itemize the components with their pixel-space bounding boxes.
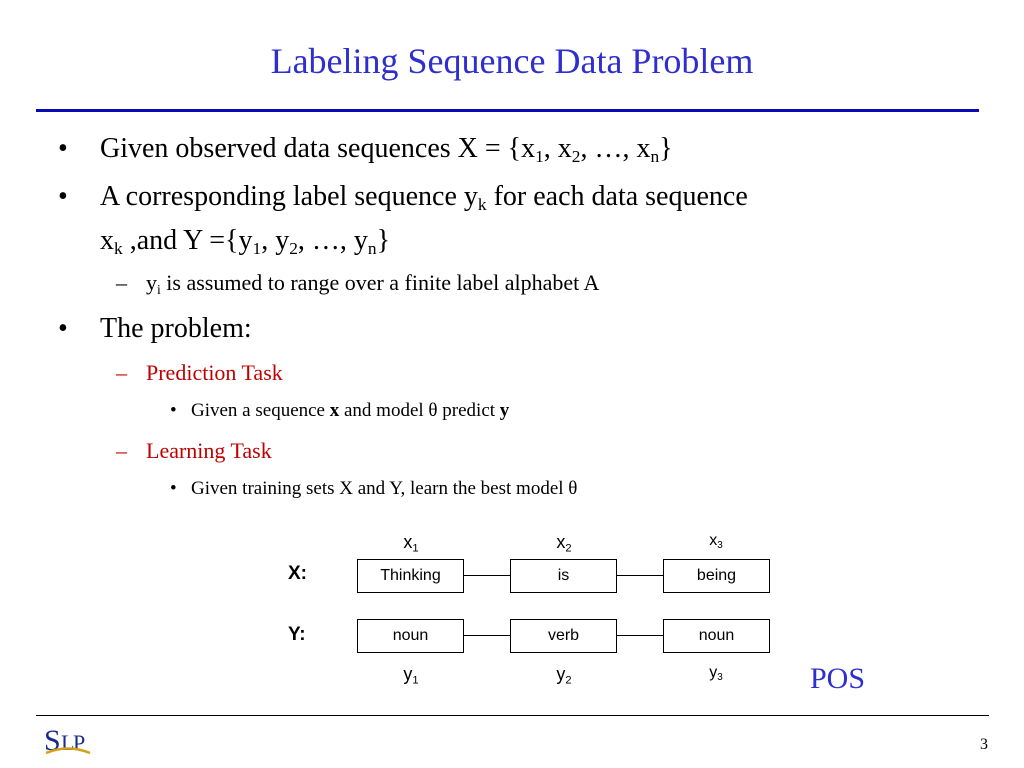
prediction-detail: Given a sequence x and model θ predict y [191,400,510,421]
bullet-dot: • [58,313,68,344]
x-word-box-2: is [510,559,617,593]
small-bullet-dot: • [170,478,177,499]
bullet-problem: The problem: [100,313,252,344]
slp-logo [42,720,94,760]
bullet-label-sequence: A corresponding label sequence $y_k$ for each data sequence [100,181,748,215]
title-divider [36,109,979,112]
svg-text:P: P [73,730,86,755]
row-label-y: Y: [288,624,306,645]
svg-text:S: S [44,724,61,757]
prediction-task-label: Prediction Task [146,360,283,385]
bullet-dot: • [58,133,68,164]
y-tag-box-2: verb [510,619,617,653]
y-tag-box-3: noun [663,619,770,653]
y-index-1: $y_1$ [403,664,419,687]
row-label-x: X: [288,563,307,584]
bullet-dot: • [58,181,68,212]
dash-marker: – [116,360,127,385]
x-word-box-3: being [663,559,770,593]
pos-label: POS [810,662,866,695]
bullet-label-sequence-cont: $x_k$ ,and $Y =\{y_1$, $y_2$, …, $y_n$} [100,225,391,259]
slide-title: Labeling Sequence Data Problem [270,41,754,81]
y-connector-2 [617,635,663,636]
sub-bullet-alphabet: $y_i$ is assumed to range over a finite label alphabet A [146,270,600,298]
x-connector-1 [464,575,510,576]
y-index-3: $y_3$ [709,664,723,683]
x-index-2: $x_2$ [556,532,572,555]
x-index-3: $x_3$ [709,532,723,551]
dash-marker: – [116,270,127,295]
page-number: 3 [980,736,988,753]
small-bullet-dot: • [170,400,177,421]
bullet-observed-data: Given observed data sequences $X = \{x_1$, $x_2$, …, $x_n$} [100,133,673,167]
x-connector-2 [617,575,663,576]
y-tag-box-1: noun [357,619,464,653]
learning-detail: Given training sets X and Y, learn the best model θ [191,478,578,499]
learning-task-label: Learning Task [146,438,272,463]
dash-marker: – [116,438,127,463]
x-index-1: $x_1$ [403,532,419,555]
x-word-box-1: Thinking [357,559,464,593]
footer-divider [36,715,989,716]
y-index-2: $y_2$ [556,664,572,687]
y-connector-1 [464,635,510,636]
svg-text:L: L [61,730,75,755]
